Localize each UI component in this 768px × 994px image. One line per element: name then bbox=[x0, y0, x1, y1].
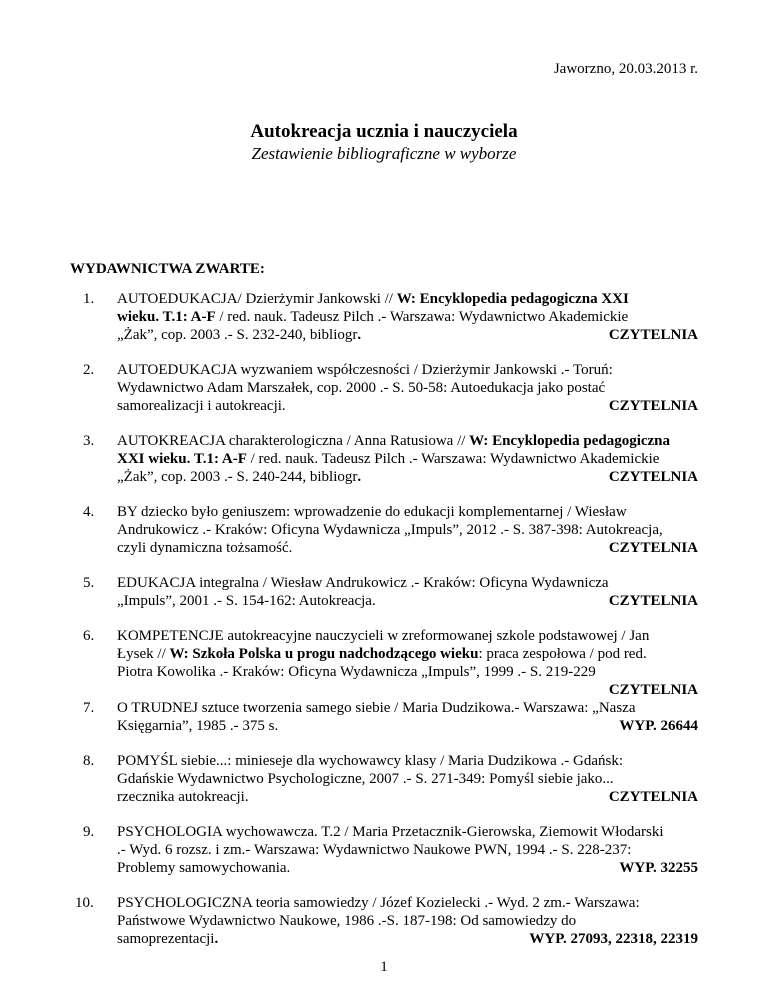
entry-text: PSYCHOLOGICZNA teoria samowiedzy / Józef Kozielecki .- Wyd. 2 zm.- Warszawa: bbox=[117, 895, 640, 911]
entry-text: / red. nauk. Tadeusz Pilch .- Warszawa: Wydawnictwo Akademickie bbox=[246, 451, 660, 467]
entry-number: 1. bbox=[83, 291, 95, 307]
entry-location: WYP. 27093, 22318, 22319 bbox=[529, 931, 698, 947]
list-item bbox=[70, 752, 698, 806]
entry-text: samoprezentacji bbox=[117, 931, 215, 947]
list-item bbox=[70, 361, 698, 415]
entry-text: EDUKACJA integralna / Wiesław Andrukowicz .- Kraków: Oficyna Wydawnicza bbox=[117, 575, 609, 591]
list-item bbox=[70, 627, 698, 699]
list-item bbox=[70, 823, 698, 877]
entry-location: WYP. 32255 bbox=[619, 860, 698, 876]
entry-text: „Impuls”, 2001 .- S. 154-162: Autokreacja. bbox=[117, 593, 376, 609]
list-item bbox=[70, 699, 698, 735]
entry-text: . bbox=[214, 931, 219, 947]
entry-text: KOMPETENCJE autokreacyjne nauczycieli w zreformowanej szkole podstawowej / Jan bbox=[117, 628, 650, 644]
entry-text: czyli dynamiczna tożsamość. bbox=[117, 540, 293, 556]
entry-location: CZYTELNIA bbox=[608, 789, 698, 805]
entry-number: 5. bbox=[83, 575, 95, 591]
place-date: Jaworzno, 20.03.2013 r. bbox=[553, 61, 698, 77]
entry-number: 6. bbox=[83, 628, 95, 644]
section-heading: WYDAWNICTWA ZWARTE: bbox=[70, 261, 265, 277]
entry-text: Problemy samowychowania. bbox=[117, 860, 291, 876]
entry-location: CZYTELNIA bbox=[608, 593, 698, 609]
entry-text: O TRUDNEJ sztuce tworzenia samego siebie / Maria Dudzikowa.- Warszawa: „Nasza bbox=[117, 700, 636, 716]
entry-text: Piotra Kowolika .- Kraków: Oficyna Wydawnicza „Impuls”, 1999 .- S. 219-229 bbox=[117, 664, 596, 680]
entry-source: W: Encyklopedia pedagogiczna bbox=[469, 433, 671, 449]
entry-location: CZYTELNIA bbox=[608, 327, 698, 343]
entry-location: CZYTELNIA bbox=[608, 469, 698, 485]
entry-number: 7. bbox=[83, 700, 95, 716]
entry-number: 4. bbox=[83, 504, 95, 520]
entry-text: Księgarnia”, 1985 .- 375 s. bbox=[117, 718, 279, 734]
entry-location: CZYTELNIA bbox=[608, 540, 698, 556]
title-block bbox=[0, 120, 768, 164]
list-item bbox=[70, 574, 698, 610]
entry-text: „Żak”, cop. 2003 .- S. 240-244, bibliogr bbox=[117, 469, 358, 485]
list-item bbox=[70, 290, 698, 344]
entry-source: W: Encyklopedia pedagogiczna XXI bbox=[396, 291, 629, 307]
entry-number: 3. bbox=[83, 433, 95, 449]
entry-text: Łysek // bbox=[117, 646, 170, 662]
entry-source: XXI wieku. T.1: A-F bbox=[117, 451, 247, 467]
entry-text: / red. nauk. Tadeusz Pilch .- Warszawa: Wydawnictwo Akademickie bbox=[215, 309, 629, 325]
entry-text: .- Wyd. 6 rozsz. i zm.- Warszawa: Wydawnictwo Naukowe PWN, 1994 .- S. 228-237: bbox=[117, 842, 632, 858]
entry-text: PSYCHOLOGIA wychowawcza. T.2 / Maria Przetacznik-Gierowska, Ziemowit Włodarski bbox=[117, 824, 664, 840]
entry-text: Andrukowicz .- Kraków: Oficyna Wydawnicza „Impuls”, 2012 .- S. 387-398: Autokreacja, bbox=[117, 522, 663, 538]
entry-text: . bbox=[357, 469, 362, 485]
entry-text: Państwowe Wydawnictwo Naukowe, 1986 .-S. 187-198: Od samowiedzy do bbox=[117, 913, 577, 929]
list-item bbox=[70, 432, 698, 486]
entry-text: AUTOEDUKACJA wyzwaniem współczesności / Dzierżymir Jankowski .- Toruń: bbox=[117, 362, 613, 378]
entry-text: AUTOKREACJA charakterologiczna / Anna Ratusiowa // bbox=[117, 433, 470, 449]
entry-number: 8. bbox=[83, 753, 95, 769]
entry-number: 10. bbox=[75, 895, 94, 911]
document-subtitle: Zestawienie bibliograficzne w wyborze bbox=[251, 144, 517, 163]
page-number: 1 bbox=[380, 959, 388, 975]
entry-number: 2. bbox=[83, 362, 95, 378]
entry-text: AUTOEDUKACJA/ Dzierżymir Jankowski // bbox=[117, 291, 397, 307]
entry-text: . bbox=[357, 327, 362, 343]
entry-text: samorealizacji i autokreacji. bbox=[117, 398, 286, 414]
entry-text: : praca zespołowa / pod red. bbox=[478, 646, 647, 662]
list-item bbox=[70, 894, 698, 948]
document-title: Autokreacja ucznia i nauczyciela bbox=[250, 121, 518, 142]
entry-source: W: Szkoła Polska u progu nadchodzącego wieku bbox=[169, 646, 479, 662]
entry-location: CZYTELNIA bbox=[608, 682, 698, 698]
list-item bbox=[70, 503, 698, 557]
entry-location: WYP. 26644 bbox=[619, 718, 698, 734]
entry-location: CZYTELNIA bbox=[608, 398, 698, 414]
entry-source: wieku. T.1: A-F bbox=[117, 309, 216, 325]
bibliography-list bbox=[70, 290, 698, 965]
entry-text: Gdańskie Wydawnictwo Psychologiczne, 2007 .- S. 271-349: Pomyśl siebie jako... bbox=[117, 771, 614, 787]
entry-text: rzecznika autokreacji. bbox=[117, 789, 249, 805]
entry-number: 9. bbox=[83, 824, 95, 840]
entry-text: „Żak”, cop. 2003 .- S. 232-240, bibliogr bbox=[117, 327, 358, 343]
entry-text: Wydawnictwo Adam Marszałek, cop. 2000 .- S. 50-58: Autoedukacja jako postać bbox=[117, 380, 606, 396]
entry-text: POMYŚL siebie...: minieseje dla wychowawcy klasy / Maria Dudzikowa .- Gdańsk: bbox=[117, 753, 624, 769]
entry-text: BY dziecko było geniuszem: wprowadzenie do edukacji komplementarnej / Wiesław bbox=[117, 504, 627, 520]
